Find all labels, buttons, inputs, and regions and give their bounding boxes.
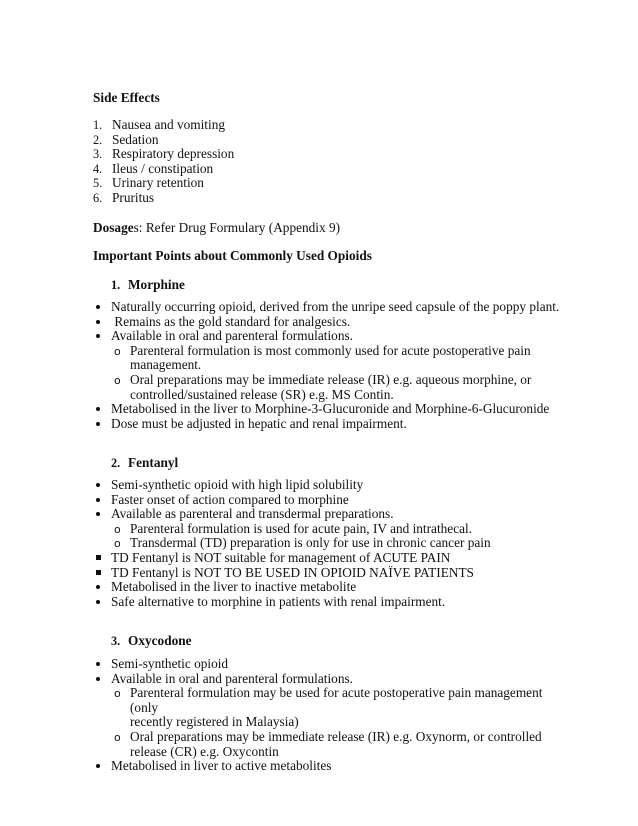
circle-bullet-icon: o — [114, 687, 121, 701]
bullet-icon — [96, 407, 100, 411]
sub-list-item — [111, 686, 563, 730]
bullet-icon — [96, 512, 100, 516]
dosages-text: s: Refer Drug Formulary (Appendix 9) — [133, 220, 341, 235]
list-item — [93, 551, 563, 566]
list-item-text: Available in oral and parenteral formulations. — [111, 670, 353, 686]
sub-item-text: Parenteral formulation is most commonly used for acute postoperative pain — [130, 342, 531, 358]
bullet-icon — [96, 600, 100, 604]
circle-bullet-icon: o — [114, 537, 121, 551]
list-item — [93, 147, 234, 162]
list-item — [93, 595, 563, 610]
list-item — [93, 191, 234, 206]
sub-list-item — [111, 373, 563, 402]
important-points-heading: Important Points about Commonly Used Opioids — [93, 248, 372, 263]
list-item-text: Sedation — [112, 131, 159, 147]
section-number: 1. — [111, 278, 121, 292]
section-number: 3. — [111, 634, 121, 648]
list-item — [93, 417, 563, 432]
section-number: 2. — [111, 456, 121, 470]
bullet-icon — [96, 305, 100, 309]
square-bullet-icon — [96, 555, 101, 560]
list-item-text: Respiratory depression — [112, 146, 235, 162]
list-number: 5. — [93, 176, 103, 191]
circle-bullet-icon: o — [114, 344, 121, 358]
list-item-text: Metabolised in liver to active metabolites — [111, 758, 332, 774]
list-number: 3. — [93, 147, 103, 162]
bullet-icon — [96, 483, 100, 487]
list-item — [93, 118, 234, 133]
bullet-icon — [96, 662, 100, 666]
morphine-list — [93, 300, 563, 431]
oxycodone-heading — [111, 634, 192, 649]
list-item-text: Semi-synthetic opioid with high lipid solubility — [111, 477, 364, 492]
list-item-text: Remains as the gold standard for analgesics. — [111, 313, 351, 329]
morphine-sublist — [111, 344, 563, 402]
sub-item-text: recently registered in Malaysia) — [130, 714, 299, 730]
list-item-text: Urinary retention — [112, 175, 204, 191]
list-item — [93, 657, 563, 672]
sub-list-item — [111, 344, 563, 373]
list-item — [93, 493, 563, 508]
list-item-text: Pruritus — [112, 189, 155, 205]
list-item — [93, 478, 563, 493]
circle-bullet-icon: o — [114, 522, 121, 536]
oxycodone-sublist — [111, 686, 563, 759]
sub-list-item — [111, 730, 563, 759]
circle-bullet-icon: o — [114, 730, 121, 744]
list-item-text: Nausea and vomiting — [112, 117, 225, 132]
list-item-text: Metabolised in the liver to inactive metabolite — [111, 579, 357, 595]
list-item — [93, 759, 563, 774]
list-number: 2. — [93, 132, 103, 147]
list-item — [93, 402, 563, 417]
dosages-label: Dosage — [93, 220, 134, 235]
section-title: Oxycodone — [128, 633, 192, 648]
list-item-text: Available as parenteral and transdermal preparations. — [111, 506, 394, 522]
bullet-icon — [96, 498, 100, 502]
list-item — [93, 300, 563, 315]
fentanyl-heading — [111, 456, 178, 471]
list-item-text: Dose must be adjusted in hepatic and renal impairment. — [111, 415, 407, 431]
square-bullet-icon — [96, 570, 101, 575]
list-item — [93, 507, 563, 551]
dosages-line — [93, 221, 340, 236]
side-effects-heading: Side Effects — [93, 90, 160, 105]
sub-item-text: Transdermal (TD) preparation is only for use in chronic cancer pain — [130, 535, 491, 551]
list-number: 1. — [93, 118, 103, 132]
bullet-icon — [96, 677, 100, 681]
list-item-text: Safe alternative to morphine in patients with renal impairment. — [111, 593, 446, 609]
bullet-icon — [96, 764, 100, 768]
bullet-icon — [96, 320, 100, 324]
sub-item-text: controlled/sustained release (SR) e.g. MS Contin. — [130, 386, 394, 402]
list-number: 4. — [93, 161, 103, 176]
side-effects-list — [93, 118, 234, 206]
list-item-text: Naturally occurring opioid, derived from the unripe seed capsule of the poppy plant. — [111, 299, 560, 314]
list-item — [93, 162, 234, 177]
sub-item-text: management. — [130, 357, 202, 373]
list-item-text: TD Fentanyl is NOT TO BE USED IN OPIOID NAÏVE PATIENTS — [111, 564, 474, 580]
list-item-text: Available in oral and parenteral formulations. — [111, 328, 353, 344]
list-item-text: TD Fentanyl is NOT suitable for management of ACUTE PAIN — [111, 549, 451, 565]
list-item-text: Metabolised in the liver to Morphine-3-Glucuronide and Morphine-6-Glucuronide — [111, 401, 550, 417]
bullet-icon — [96, 422, 100, 426]
list-item — [93, 315, 563, 330]
list-item-text: Ileus / constipation — [112, 160, 214, 176]
list-item — [93, 133, 234, 148]
bullet-icon — [96, 585, 100, 589]
sub-list-item — [111, 536, 563, 551]
list-item — [93, 176, 234, 191]
list-number: 6. — [93, 190, 103, 205]
circle-bullet-icon: o — [114, 373, 121, 387]
sub-item-text: Oral preparations may be immediate release (IR) e.g. aqueous morphine, or — [130, 371, 532, 387]
sub-item-text: Parenteral formulation may be used for acute postoperative pain management (only — [130, 685, 543, 715]
oxycodone-list — [93, 657, 563, 774]
list-item — [93, 566, 563, 581]
list-item-text: Faster onset of action compared to morphine — [111, 491, 349, 507]
section-title: Fentanyl — [128, 455, 179, 470]
sub-item-text: Oral preparations may be immediate release (IR) e.g. Oxynorm, or controlled — [130, 728, 542, 744]
list-item — [93, 672, 563, 760]
list-item — [93, 329, 563, 402]
sub-item-text: Parenteral formulation is used for acute pain, IV and intrathecal. — [130, 520, 473, 536]
sub-list-item — [111, 522, 563, 537]
section-title: Morphine — [128, 277, 185, 292]
list-item-text: Semi-synthetic opioid — [111, 656, 229, 671]
fentanyl-sublist — [111, 522, 563, 551]
morphine-heading — [111, 278, 185, 293]
sub-item-text: release (CR) e.g. Oxycontin — [130, 743, 279, 759]
bullet-icon — [96, 334, 100, 338]
list-item — [93, 580, 563, 595]
fentanyl-list — [93, 478, 563, 609]
